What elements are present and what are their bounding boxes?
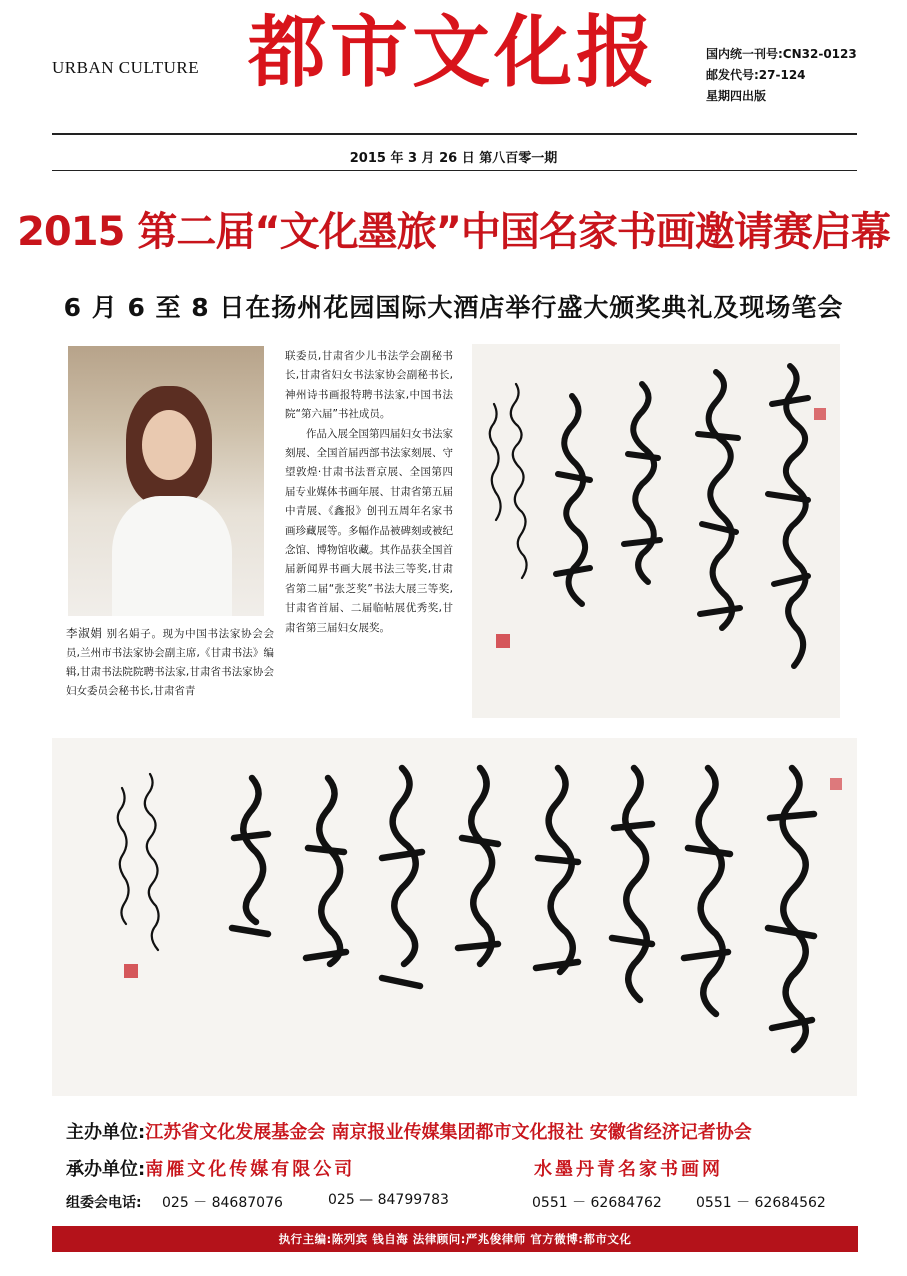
portrait-photo xyxy=(68,346,264,616)
seal-stamp xyxy=(496,634,510,648)
dateline: 2015 年 3 月 26 日 第八百零一期 xyxy=(349,151,558,166)
profile-caption-text: 别名娟子。现为中国书法家协会会员,兰州市书法家协会副主席,《甘肃书法》编辑,甘肃书法院院聘书法家,甘肃省书法家协会妇女委员会秘书长,甘肃省青 xyxy=(66,628,274,697)
profile-caption xyxy=(66,624,274,701)
co-organizer-value-2: 水墨丹青名家书画网 xyxy=(534,1159,723,1180)
seal-stamp xyxy=(830,778,842,790)
co-organizer-value-1: 南雁文化传媒有限公司 xyxy=(145,1159,356,1180)
registration-line: 国内统一刊号:CN32-0123 xyxy=(706,47,857,61)
portrait-face xyxy=(142,410,196,480)
calligraphy-artwork-1 xyxy=(472,344,840,718)
phone-number: 025 － 84687076 xyxy=(162,1195,283,1211)
calligraphy-artwork-1-strokes xyxy=(472,344,840,718)
profile-paragraph: 作品入展全国第四届妇女书法家刻展、全国首届西部书法家刻展、守望敦煌·甘肃书法晋京展、全国第四届专业媒体书画年展、甘肃省第五届中青展、《鑫报》创刊五周年名家书画珍藏展等。多幅作品被碑刻或被纪念馆、博物馆收藏。其作品获全国首届新闻界书画大展书法三等奖,甘肃省第二届“张芝奖”书法大展三等奖,甘肃省首届、二届临帖展优秀奖,甘肃省第三届妇女展奖。 xyxy=(285,427,453,634)
portrait-body xyxy=(112,496,232,616)
subheadline: 6 月 6 至 8 日在扬州花园国际大酒店举行盛大颁奖典礼及现场笔会 xyxy=(63,293,844,322)
co-organizer-row xyxy=(66,1155,355,1181)
phone-number: 0551 － 62684762 xyxy=(532,1195,662,1211)
co-organizer-row-2 xyxy=(534,1155,723,1181)
host-row xyxy=(66,1118,752,1144)
phone-row xyxy=(66,1192,142,1212)
host-label: 主办单位: xyxy=(66,1122,146,1143)
profile-column xyxy=(285,347,453,638)
registration-line: 邮发代号:27-124 xyxy=(706,68,806,82)
seal-stamp xyxy=(124,964,138,978)
co-organizer-label: 承办单位: xyxy=(66,1159,146,1180)
phone-label: 组委会电话: xyxy=(66,1195,142,1211)
dateline-rule xyxy=(52,170,857,171)
registration-line: 星期四出版 xyxy=(706,89,767,103)
english-name: URBAN CULTURE xyxy=(52,58,200,77)
host-value: 江苏省文化发展基金会 南京报业传媒集团都市文化报社 安徽省经济记者协会 xyxy=(145,1122,752,1143)
footer-bar: 执行主编:陈列宾 钱自海 法律顾问:严兆俊律师 官方微博:都市文化 xyxy=(52,1226,858,1252)
phone-number: 0551 － 62684562 xyxy=(696,1195,826,1211)
seal-stamp xyxy=(814,408,826,420)
registration-info xyxy=(706,44,857,107)
masthead-title: 都市文化报 xyxy=(248,7,659,98)
headline: 2015 第二届“文化墨旅”中国名家书画邀请赛启幕 xyxy=(17,209,890,255)
profile-name: 李淑娟 xyxy=(66,626,103,640)
profile-paragraph: 联委员,甘肃省少儿书法学会副秘书长,甘肃省妇女书法家协会副秘书长,神州诗书画报特聘书法家,中国书法院“第六届”书社成员。 xyxy=(285,350,453,421)
calligraphy-artwork-2 xyxy=(52,738,857,1096)
calligraphy-artwork-2-strokes xyxy=(52,738,857,1096)
phone-number: 025 — 84799783 xyxy=(328,1192,449,1208)
masthead-rule xyxy=(52,133,857,135)
